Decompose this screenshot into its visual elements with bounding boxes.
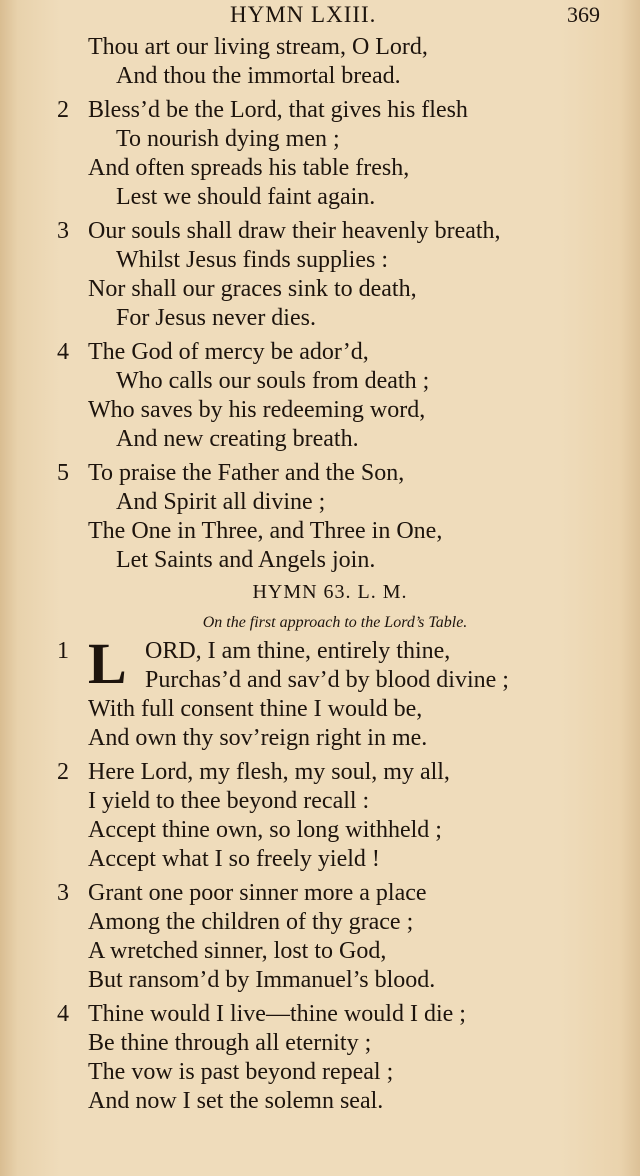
stanza-number: 2 [57,759,69,785]
stanza-number: 3 [57,218,69,244]
verse-line: Lest we should faint again. [116,184,376,210]
stanza-number: 4 [57,1001,69,1027]
verse-line: 3 Grant one poor sinner more a place [57,880,427,906]
stanza-number: 3 [57,880,69,906]
verse-line: 2 Here Lord, my flesh, my soul, my all, [57,759,450,785]
page-number: 369 [567,2,600,27]
verse-line: 5 To praise the Father and the Son, [57,460,405,486]
verse-line: 4 The God of mercy be ador’d, [57,339,369,365]
verse-line: Thou art our living stream, O Lord, [88,34,428,60]
verse-line: And now I set the solemn seal. [88,1088,384,1114]
page-body [0,33,640,1116]
verse-line: A wretched sinner, lost to God, [88,938,387,964]
hymn-subtitle: On the first approach to the Lord’s Table. [202,614,468,631]
verse-line: 4 Thine would I live—thine would I die ; [57,1001,466,1027]
verse-line: Who calls our souls from death ; [116,368,430,394]
verse-line: Who saves by his redeeming word, [88,397,426,423]
verse-line: The One in Three, and Three in One, [88,518,443,544]
stanza-number: 2 [57,97,69,123]
verse-line: 3 Our souls shall draw their heavenly breath, [57,218,501,244]
verse-line: 2 Bless’d be the Lord, that gives his flesh [57,97,468,123]
stanza-number: 5 [57,460,69,486]
verse-line: For Jesus never dies. [116,305,316,331]
verse-line: And often spreads his table fresh, [88,155,410,181]
verse-line: And own thy sov’reign right in me. [88,725,428,751]
verse-line: Be thine through all eternity ; [88,1030,372,1056]
stanza-number: 4 [57,339,69,365]
verse-line: But ransom’d by Immanuel’s blood. [88,967,436,993]
stanza-number: 1 [57,638,69,664]
drop-cap: L [88,631,127,696]
running-head: HYMN LXIII. [230,2,377,27]
verse-line: Let Saints and Angels join. [116,547,376,573]
verse-line: With full consent thine I would be, [88,696,423,722]
verse-line: Accept thine own, so long withheld ; [88,817,442,843]
page-header [0,2,640,32]
verse-line: Whilst Jesus finds supplies : [116,247,389,273]
verse-line: Accept what I so freely yield ! [88,846,380,872]
verse-line: Among the children of thy grace ; [88,909,414,935]
verse-line: Nor shall our graces sink to death, [88,276,417,302]
verse-line: The vow is past beyond repeal ; [88,1059,394,1085]
verse-line: And thou the immortal bread. [116,63,401,89]
hymn-title: HYMN 63. L. M. [252,581,408,603]
verse-line: And Spirit all divine ; [116,489,326,515]
verse-line: And new creating breath. [116,426,359,452]
verse-line: 1 L ORD, I am thine, entirely thine, [57,631,451,696]
verse-line: Purchas’d and sav’d by blood divine ; [145,667,509,693]
verse-line: To nourish dying men ; [116,126,340,152]
verse-line: I yield to thee beyond recall : [88,788,370,814]
